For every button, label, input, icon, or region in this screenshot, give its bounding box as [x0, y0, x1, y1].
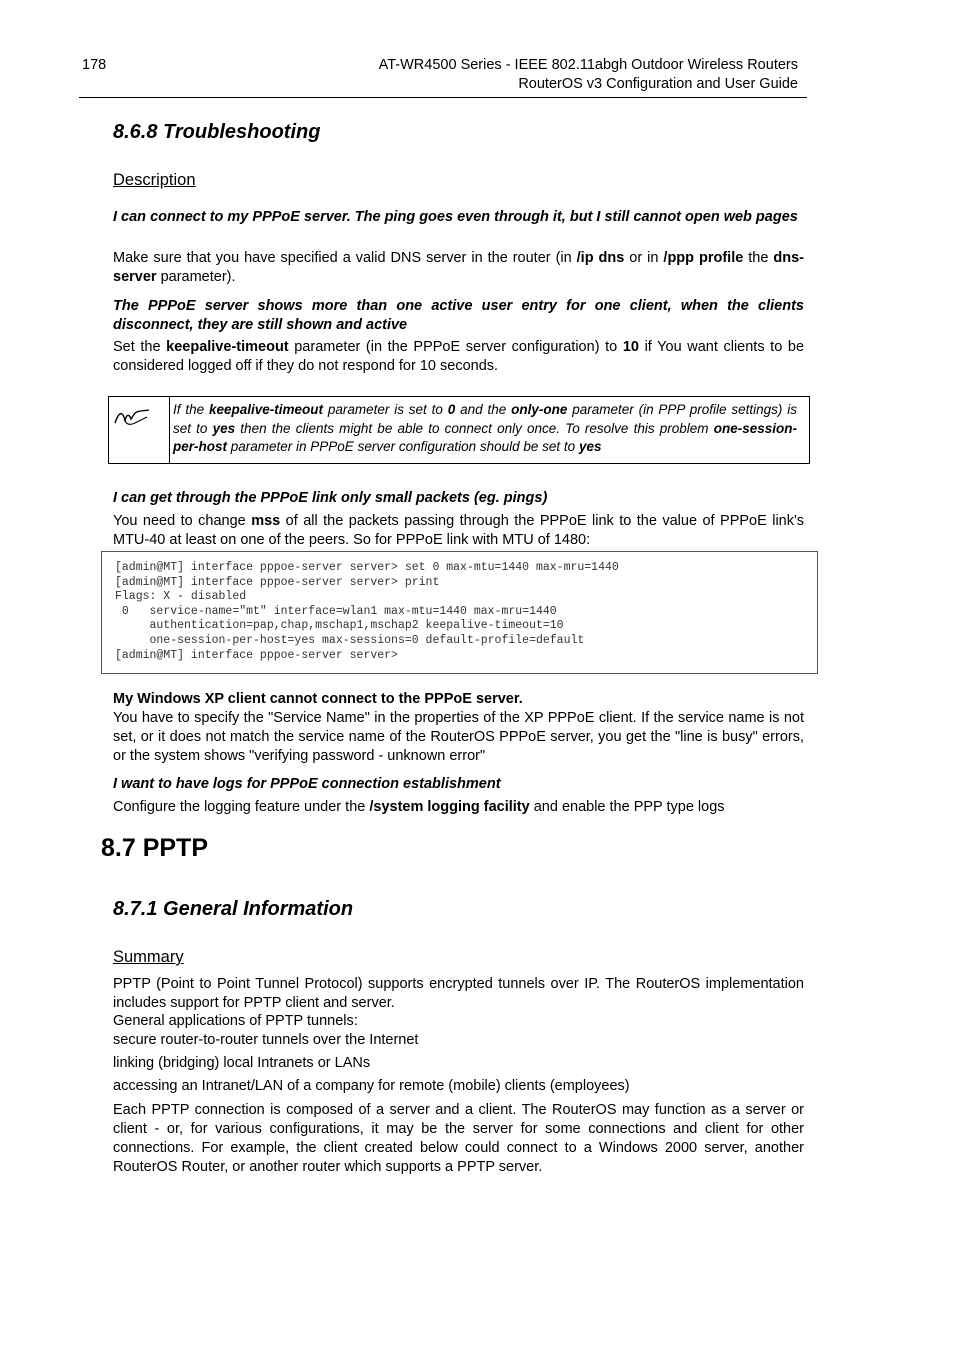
note-keepalive-param: keepalive-timeout [208, 402, 323, 417]
answer-keepalive [113, 338, 804, 376]
answer-mss [113, 512, 804, 550]
question-multiple-entries: The PPPoE server shows more than one active user entry for one client, when the clients disconnect, they are still shown and active [113, 298, 804, 333]
question-web-pages: I can connect to my PPPoE server. The ping goes even through it, but I still cannot open web pages [113, 209, 798, 225]
question-small-packets: I can get through the PPPoE link only small packets (eg. pings) [113, 490, 548, 506]
note-text5: then the clients might be able to connect only once. To resolve this problem [235, 420, 714, 436]
answer-logs-text1: Configure the logging feature under the [113, 799, 370, 815]
pptp-connection-paragraph: Each PPTP connection is composed of a server and a client. The RouterOS may function as a server or client - or, for various configurations, it may be the server for some connections and client for other connections. For example, the client created below could connect to a Windows 2000 server, another RouterOS Router, or another router which supports a PPTP server. [113, 1102, 804, 1175]
answer-keepalive-param: keepalive-timeout [166, 339, 289, 355]
code-block [101, 551, 818, 674]
section-heading-general-information: 8.7.1 General Information [113, 898, 354, 920]
answer-keepalive-text2: parameter (in the PPPoE server configuration) to [288, 339, 623, 355]
question-logs: I want to have logs for PPPoE connection establishment [113, 776, 501, 792]
subheading-summary: Summary [113, 948, 184, 966]
answer-dns-ppp-profile: /ppp profile [663, 250, 744, 266]
section-heading-pptp: 8.7 PPTP [101, 834, 208, 862]
note-text [173, 401, 797, 457]
answer-dns [113, 249, 804, 287]
answer-dns-text1: Make sure that you have specified a valid DNS server in the router (in [113, 250, 577, 266]
code-listing: [admin@MT] interface pppoe-server server> set 0 max-mtu=1440 max-mru=1440 [admin@MT] interface pppoe-server server> print Flags: X - disabled 0 service-name="mt" interface=wlan1 max-mtu=1440 max-mru=1440 authentication=pap,chap,mschap1,mschap2 keepalive-timeout=10 one-session-per-host=yes max-sessions=0 default-profile=default [admin@MT] interface pppoe-server server> [115, 561, 619, 662]
answer-keepalive-text1: Set the [113, 339, 167, 355]
note-icon-cell [109, 397, 170, 463]
pptp-summary-paragraph: PPTP (Point to Point Tunnel Protocol) supports encrypted tunnels over IP. The RouterOS implementation includes support for PPTP client and server. [113, 976, 804, 1011]
answer-mss-param: mss [251, 513, 281, 529]
document-title [300, 56, 798, 94]
answer-dns-ip-dns: /ip dns [576, 250, 625, 266]
note-text2: parameter is set to [323, 402, 448, 417]
answer-mss-text1: You need to change [113, 513, 252, 529]
answer-mss-text2: of all the packets passing through the PPPoE link to the value of PPPoE link's MTU-40 at least on one of the peers. So for PPPoE link with MTU of 1480: [113, 513, 804, 548]
answer-logs [113, 798, 804, 817]
note-yes-value-2: yes [578, 439, 602, 454]
subheading-description: Description [113, 171, 196, 189]
note-text4: parameter (in PPP profile settings) is set to [173, 402, 797, 436]
note-only-one-param: only-one [511, 402, 568, 417]
pptp-applications-intro: General applications of PPTP tunnels: [113, 1013, 358, 1029]
answer-keepalive-value: 10 [622, 339, 639, 355]
answer-dns-text3: the [743, 250, 774, 266]
section-heading-troubleshooting: 8.6.8 Troubleshooting [113, 121, 321, 143]
header-rule [79, 97, 807, 98]
answer-dns-server-param: dns-server [113, 250, 804, 285]
pptp-application-item: linking (bridging) local Intranets or LANs [113, 1055, 371, 1071]
note-box [108, 396, 810, 464]
note-one-session-param: one-session-per-host [173, 420, 797, 454]
answer-keepalive-text3: if You want clients to be considered logged off if they do not respond for 10 seconds. [113, 339, 805, 374]
note-text1: If the [173, 402, 209, 417]
note-text6: parameter in PPPoE server configuration should be set to [227, 439, 579, 454]
answer-dns-text4: parameter). [156, 269, 236, 285]
hand-pointing-icon [113, 407, 151, 429]
answer-windows-xp: You have to specify the "Service Name" in the properties of the XP PPPoE client. If the service name is not set, or it does not match the service name of the RouterOS PPPoE server, you get the "line is busy" errors, or the system shows "verifying password - unknown error" [113, 710, 804, 764]
document-title-line1: AT-WR4500 Series - IEEE 802.11abgh Outdoor Wireless Routers [378, 57, 798, 73]
note-yes-value: yes [212, 420, 236, 436]
answer-dns-text2: or in [624, 250, 664, 266]
pptp-application-item: secure router-to-router tunnels over the Internet [113, 1032, 419, 1048]
question-windows-xp: My Windows XP client cannot connect to the PPPoE server. [113, 691, 523, 707]
note-text3: and the [455, 402, 512, 417]
note-zero-value: 0 [447, 402, 456, 417]
pptp-application-item: accessing an Intranet/LAN of a company for remote (mobile) clients (employees) [113, 1078, 630, 1094]
document-title-line2: RouterOS v3 Configuration and User Guide [518, 76, 798, 92]
page-number: 178 [82, 57, 107, 73]
answer-logs-path: /system logging facility [369, 799, 530, 815]
answer-logs-text2: and enable the PPP type logs [529, 799, 725, 815]
